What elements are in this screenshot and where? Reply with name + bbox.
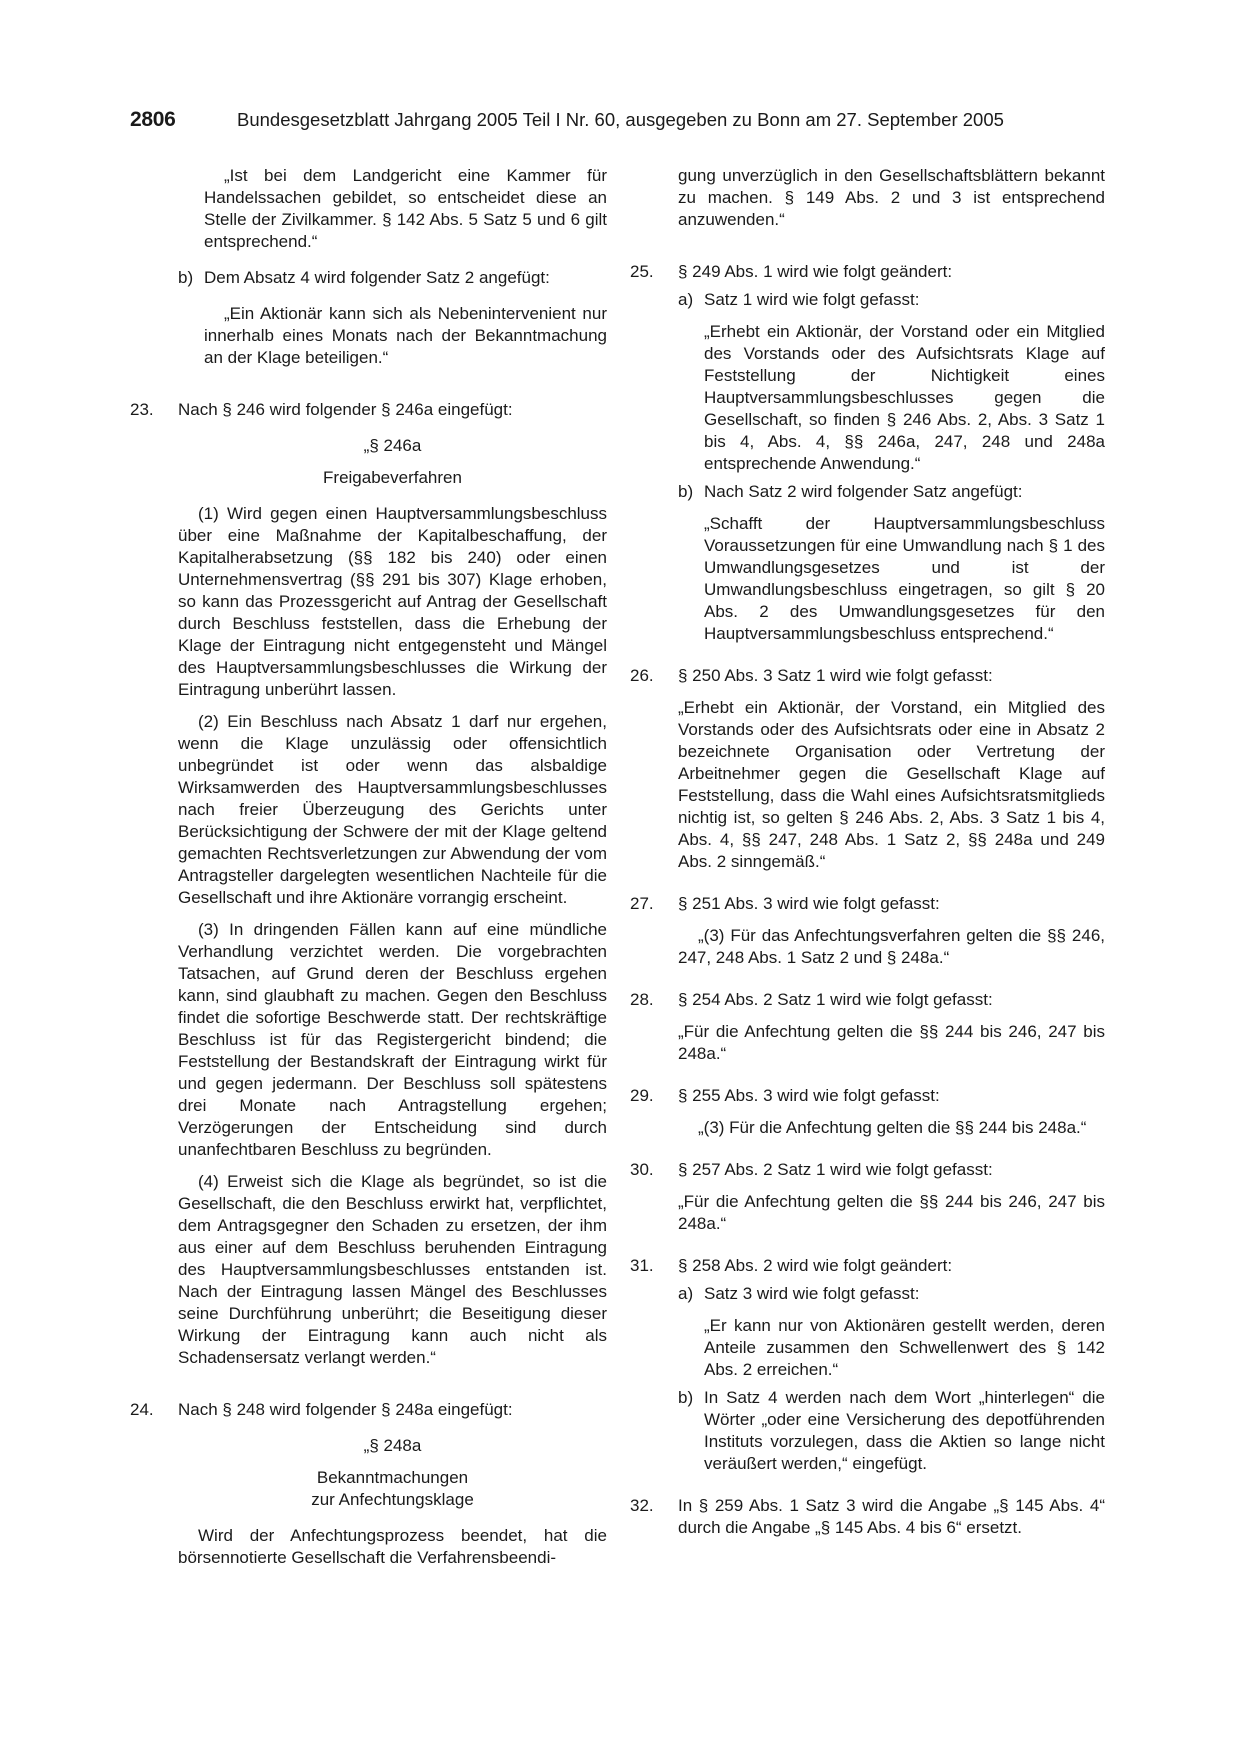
item-text: In § 259 Abs. 1 Satz 3 wird die Angabe „§ 145 Abs. 4“ durch die Angabe „§ 145 Abs. 4 bis 6“ ersetzt.	[678, 1496, 1105, 1537]
subitem-text: Satz 1 wird wie folgt gefasst:	[704, 290, 920, 309]
subitem-25b	[678, 481, 1105, 503]
item-22-continuation	[130, 165, 607, 369]
item-text: § 249 Abs. 1 wird wie folgt geändert:	[678, 262, 953, 281]
quote-25a	[678, 321, 1105, 475]
section-title: Bekanntmachungen	[316, 1468, 469, 1487]
item-24	[130, 1399, 607, 1569]
item-text: § 254 Abs. 2 Satz 1 wird wie folgt gefasst:	[678, 990, 993, 1009]
quote-25b	[678, 513, 1105, 645]
item-number: 32.	[630, 1496, 654, 1515]
page-header	[130, 108, 1130, 138]
paragraph: Wird der Anfechtungsprozess beendet, hat die börsennotierte Gesellschaft die Verfahrensbeendi-	[178, 1526, 607, 1567]
quote-text: „Für die Anfechtung gelten die §§ 244 bis 246, 247 bis 248a.“	[678, 1192, 1105, 1233]
item-number: 23.	[130, 400, 154, 419]
paragraph-2: (2) Ein Beschluss nach Absatz 1 darf nur ergehen, wenn die Klage unzulässig oder offensichtlich unbegründet ist oder wenn das alsbaldige Wirksamwerden des Hauptversammlungsbeschlusses nach freier Überzeugung des Gerichts unter Berücksichtigung der Schwere der mit der Klage geltend gemachten Rechtsverletzungen zur Abwendung der vom Antragsteller dargelegten wesentlichen Nachteile für die Gesellschaft und ihre Aktionäre vorrangig erscheint.	[178, 712, 607, 907]
section-heading: „§ 248a	[363, 1436, 422, 1455]
quote-text: „(3) Für das Anfechtungsverfahren gelten die §§ 246, 247, 248 Abs. 1 Satz 2 und § 248a.“	[678, 926, 1105, 967]
quote-text: „Ist bei dem Landgericht eine Kammer für Handelssachen gebildet, so entscheidet diese an Stelle der Zivilkammer. § 142 Abs. 5 Satz 5 und 6 gilt entsprechend.“	[204, 166, 607, 251]
item-number: 28.	[630, 990, 654, 1009]
item-28	[630, 989, 1105, 1065]
subitem-text: Satz 3 wird wie folgt gefasst:	[704, 1284, 920, 1303]
item-number: 25.	[630, 262, 654, 281]
quote-text: „Schafft der Hauptversammlungsbeschluss Voraussetzungen für eine Umwandlung nach § 1 des Umwandlungsgesetzes und ist der Umwandlungsbeschluss eingetragen, so gilt § 20 Abs. 2 des Umwandlungsgesetzes für den Hauptversammlungsbeschluss entsprechend.“	[704, 514, 1105, 643]
item-text: § 257 Abs. 2 Satz 1 wird wie folgt gefasst:	[678, 1160, 993, 1179]
item-number: 29.	[630, 1086, 654, 1105]
subitem-text: In Satz 4 werden nach dem Wort „hinterlegen“ die Wörter „oder eine Versicherung des depotführenden Instituts vorzulegen, dass die Aktien so lange nicht veräußert werden,“ eingefügt.	[704, 1388, 1105, 1473]
right-column	[630, 165, 1105, 1539]
subitem-31b	[678, 1387, 1105, 1475]
subitem-label: a)	[678, 1284, 694, 1303]
page-number: 2806	[130, 108, 176, 131]
section-title: zur Anfechtungsklage	[311, 1490, 474, 1509]
quote-text: „Erhebt ein Aktionär, der Vorstand, ein Mitglied des Vorstands oder des Aufsichtsrats oder eine in Absatz 2 bezeichnete Organisation oder Vertretung der Arbeitnehmer gegen die Gesellschaft Klage auf Feststellung, dass die Wahl eines Aufsichtsratsmitglieds nichtig ist, so gelten § 246 Abs. 2, Abs. 3 Satz 1 bis 4, Abs. 4, §§ 247, 248 Abs. 1 Satz 2, §§ 248a und 249 Abs. 2 sinngemäß.“	[678, 698, 1105, 871]
item-number: 26.	[630, 666, 654, 685]
subitem-label: b)	[678, 1388, 694, 1407]
item-text: § 251 Abs. 3 wird wie folgt gefasst:	[678, 894, 940, 913]
continuation-text: gung unverzüglich in den Gesellschaftsblättern bekannt zu machen. § 149 Abs. 2 und 3 ist entsprechend anzuwenden.“	[678, 166, 1105, 229]
subitem-text: Dem Absatz 4 wird folgender Satz 2 angefügt:	[204, 268, 550, 287]
paragraph-1: (1) Wird gegen einen Hauptversammlungsbeschluss über eine Maßnahme der Kapitalbeschaffung, der Kapitalherabsetzung (§§ 182 bis 240) oder einen Unternehmensvertrag (§§ 291 bis 307) Klage erhoben, so kann das Prozessgericht auf Antrag der Gesellschaft durch Beschluss feststellen, dass die Erhebung der Klage der Eintragung nicht entgegensteht und Mängel des Hauptversammlungsbeschlusses die Wirkung der Eintragung unberührt lassen.	[178, 504, 607, 699]
quote-text: „Ein Aktionär kann sich als Nebenintervenient nur innerhalb eines Monats nach der Bekanntmachung an der Klage beteiligen.“	[204, 304, 607, 367]
item-number: 31.	[630, 1256, 654, 1275]
subitem-25a	[678, 289, 1105, 311]
item-text: § 258 Abs. 2 wird wie folgt geändert:	[678, 1256, 953, 1275]
subitem-text: Nach Satz 2 wird folgender Satz angefügt:	[704, 482, 1023, 501]
quote-text: „Für die Anfechtung gelten die §§ 244 bis 246, 247 bis 248a.“	[678, 1022, 1105, 1063]
item-26	[630, 665, 1105, 873]
item-text: Nach § 248 wird folgender § 248a eingefügt:	[178, 1400, 513, 1419]
subitem-label: b)	[178, 268, 194, 287]
item-number: 24.	[130, 1400, 154, 1419]
item-number: 27.	[630, 894, 654, 913]
section-title: Freigabeverfahren	[323, 468, 462, 487]
subitem-31a	[678, 1283, 1105, 1305]
item-text: Nach § 246 wird folgender § 246a eingefügt:	[178, 400, 513, 419]
quote-22b	[178, 303, 607, 369]
item-27	[630, 893, 1105, 969]
item-32	[630, 1495, 1105, 1539]
item-29	[630, 1085, 1105, 1139]
section-heading: „§ 246a	[363, 436, 422, 455]
item-31	[630, 1255, 1105, 1475]
quote-text: „Er kann nur von Aktionären gestellt werden, deren Anteile zusammen den Schwellenwert des § 142 Abs. 2 erreichen.“	[704, 1316, 1105, 1379]
quote-text: „(3) Für die Anfechtung gelten die §§ 244 bis 248a.“	[698, 1118, 1087, 1137]
paragraph-4: (4) Erweist sich die Klage als begründet, so ist die Gesellschaft, die den Beschluss erwirkt hat, verpflichtet, dem Antragsgegner den Schaden zu ersetzen, der ihm aus einer auf dem Beschluss beruhenden Eintragung des Hauptversammlungsbeschlusses entstanden ist. Nach der Eintragung lassen Mängel des Beschlusses seine Durchführung unberührt; die Beseitigung dieser Wirkung der Eintragung kann auch nicht als Schadensersatz verlangt werden.“	[178, 1172, 607, 1367]
item-24-continuation	[630, 165, 1105, 231]
item-30	[630, 1159, 1105, 1235]
subitem-label: a)	[678, 290, 694, 309]
item-text: § 255 Abs. 3 wird wie folgt gefasst:	[678, 1086, 940, 1105]
paragraph-3: (3) In dringenden Fällen kann auf eine mündliche Verhandlung verzichtet werden. Die vorgebrachten Tatsachen, auf Grund deren der Beschluss ergehen kann, sind glaubhaft zu machen. Gegen den Beschluss findet die sofortige Beschwerde statt. Der rechtskräftige Beschluss ist für das Registergericht bindend; die Feststellung der Bestandskraft der Eintragung wirkt für und gegen jedermann. Der Beschluss soll spätestens drei Monate nach Antragstellung ergehen; Verzögerungen der Entscheidung sind durch unanfechtbaren Beschluss zu begründen.	[178, 920, 607, 1159]
item-25	[630, 261, 1105, 645]
quote-22a	[178, 165, 607, 253]
quote-31a	[678, 1315, 1105, 1381]
item-23	[130, 399, 607, 1369]
quote-text: „Erhebt ein Aktionär, der Vorstand oder ein Mitglied des Vorstands oder des Aufsichtsrats Klage auf Feststellung der Nichtigkeit eines Hauptversammlungsbeschlusses gegen die Gesellschaft, so finden § 246 Abs. 2, Abs. 3 Satz 1 bis 4, Abs. 4, §§ 246a, 247, 248 und 248a entsprechende Anwendung.“	[704, 322, 1105, 473]
subitem-22b	[178, 267, 607, 289]
running-title: Bundesgesetzblatt Jahrgang 2005 Teil I Nr. 60, ausgegeben zu Bonn am 27. September 2005	[237, 109, 1004, 130]
left-column	[130, 165, 607, 1569]
subitem-label: b)	[678, 482, 694, 501]
item-number: 30.	[630, 1160, 654, 1179]
item-text: § 250 Abs. 3 Satz 1 wird wie folgt gefasst:	[678, 666, 993, 685]
